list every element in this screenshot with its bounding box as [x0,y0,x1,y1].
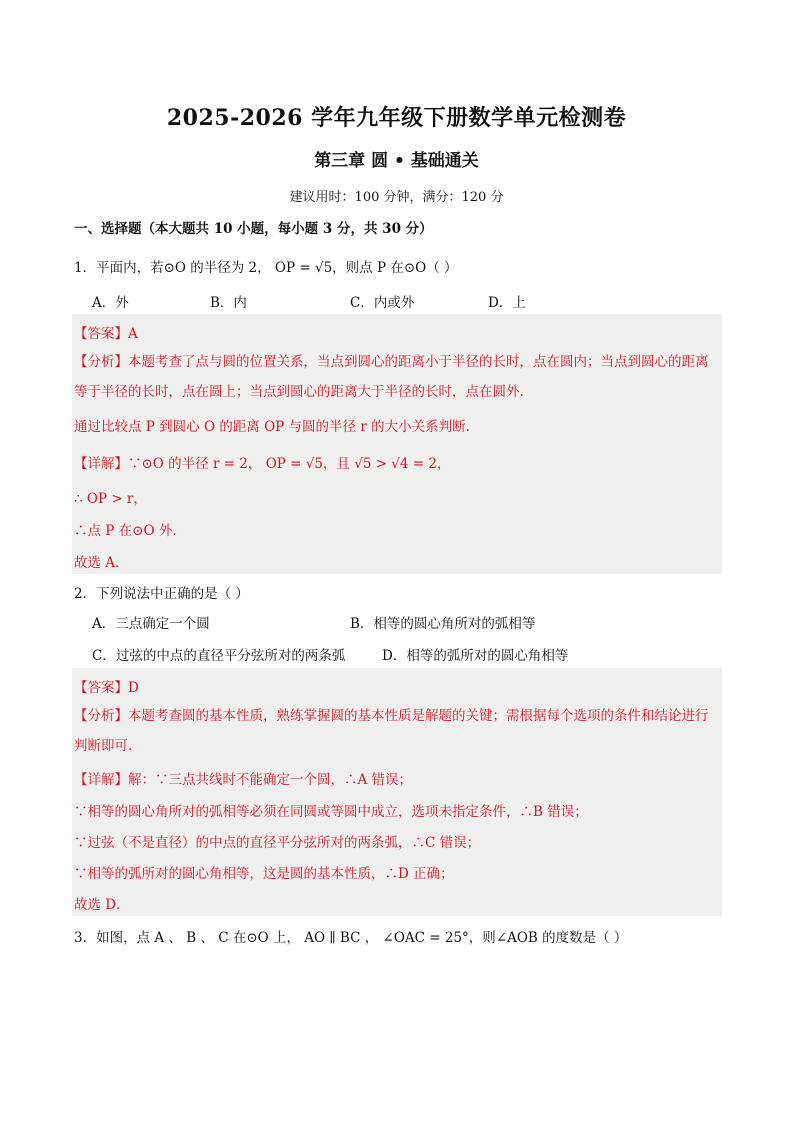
q2-detail-4: ∵相等的弧所对的圆心角相等，这是圆的基本性质，∴D 正确； [74,866,454,882]
q2-detail-3: ∵过弦（不是直径）的中点的直径平分弦所对的两条弧，∴C 错误； [74,835,481,851]
q1-detail-2: ∴ OP > r， [74,491,147,507]
q1-option-a: A．外 [92,295,129,311]
page-title: 2025-2026 学年九年级下册数学单元检测卷 [166,105,627,131]
q2-option-c: C．过弦的中点的直径平分弦所对的两条弧 [92,648,346,664]
q1-option-d: D．上 [488,295,526,311]
question-1-stem: 1．平面内，若⊙O 的半径为 2， OP = √5，则点 P 在⊙O（ ） [74,260,458,276]
q1-option-b: B．内 [210,295,247,311]
q2-option-d: D．相等的弧所对的圆心角相等 [382,648,569,664]
q2-detail-1: 【详解】解：∵三点共线时不能确定一个圆，∴A 错误； [74,772,413,788]
question-3-stem: 3．如图，点 A 、 B 、 C 在⊙O 上， AO ∥ BC ， ∠OAC = 25°，则∠AOB 的度数是（ ） [74,930,628,946]
q1-analysis: 【分析】本题考查了点与圆的位置关系，当点到圆心的距离小于半径的长时，点在圆内；当点到圆心的距离等于半径的长时，点在圆上；当点到圆心的距离大于半径的长时，点在圆外. [74,354,709,400]
q1-detail-3: ∴点 P 在⊙O 外. [74,523,177,539]
q2-solution-box [72,668,722,916]
q2-detail-2: ∵相等的圆心角所对的弧相等必须在同圆或等圆中成立，选项未指定条件，∴B 错误； [74,804,588,820]
section-heading: 一、选择题（本大题共 10 小题，每小题 3 分，共 30 分） [74,221,433,237]
q1-detail-1: 【详解】∵⊙O 的半径 r = 2， OP = √5，且 √5 > √4 = 2， [74,456,451,472]
q2-answer: 【答案】D [74,680,139,696]
q1-option-c: C．内或外 [350,295,415,311]
q1-answer: 【答案】A [74,326,138,342]
q1-solution-box [72,314,722,574]
q2-analysis: 【分析】本题考查圆的基本性质，熟练掌握圆的基本性质是解题的关键；需根据每个选项的条件和结论进行判断即可. [74,708,709,754]
exam-meta: 建议用时：100 分钟，满分：120 分 [289,190,504,205]
q2-option-b: B．相等的圆心角所对的弧相等 [350,616,536,632]
question-2-stem: 2．下列说法中正确的是（ ） [74,586,249,602]
chapter-subtitle: 第三章 圆 • 基础通关 [314,151,479,171]
q2-detail-5: 故选 D． [74,897,130,913]
q1-detail-4: 故选 A． [74,555,129,571]
q1-analysis-2: 通过比较点 P 到圆心 O 的距离 OP 与圆的半径 r 的大小关系判断. [74,419,470,435]
q2-option-a: A．三点确定一个圆 [92,616,210,632]
